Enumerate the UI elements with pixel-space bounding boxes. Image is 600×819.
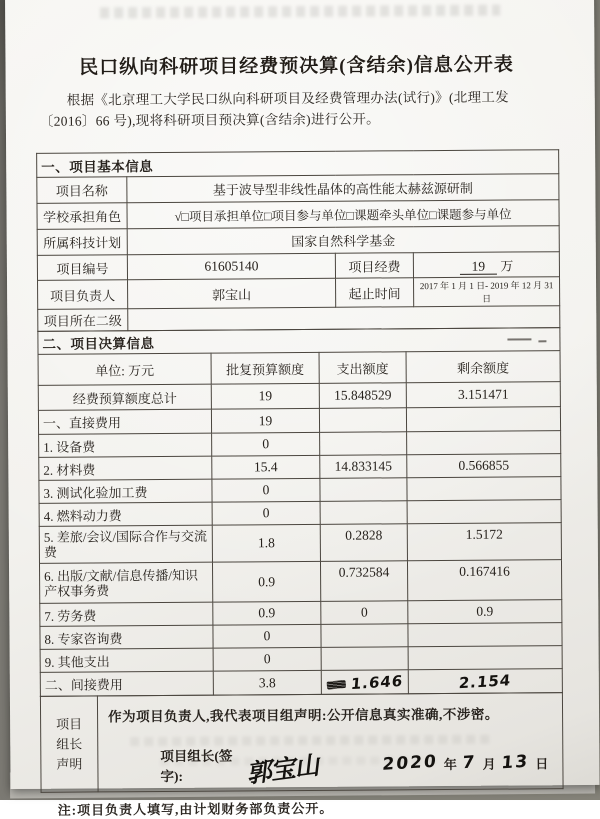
row-label: 2. 材料费 bbox=[39, 456, 212, 480]
remaining-value: 0.9 bbox=[408, 600, 562, 624]
science-plan-label: 所属科技计划 bbox=[37, 229, 127, 256]
approved-value: 19 bbox=[211, 408, 319, 433]
row-label: 二、间接费用 bbox=[40, 671, 213, 696]
sign-date bbox=[382, 752, 554, 773]
spent-value: 15.848529 bbox=[319, 383, 406, 409]
row-label: 3. 测试化验加工费 bbox=[39, 479, 212, 503]
row-label: 6. 出版/文献/信息传播/知识产权事务费 bbox=[39, 562, 212, 603]
project-name-label: 项目名称 bbox=[37, 177, 127, 204]
project-fund-value bbox=[413, 252, 559, 278]
row-label: 7. 劳务费 bbox=[40, 602, 213, 626]
spent-value: 14.833145 bbox=[320, 455, 407, 479]
project-code-value: 61605140 bbox=[127, 253, 335, 279]
spent-value-handwritten: 1.646 bbox=[321, 670, 408, 695]
sign-day: 13 bbox=[500, 751, 531, 774]
crossed-out-mark bbox=[326, 679, 346, 689]
period-value: 2017 年 1 月 1 日- 2019 年 12 月 31 日 bbox=[414, 277, 560, 307]
approved-value: 15.4 bbox=[212, 455, 320, 479]
remaining-value bbox=[406, 407, 560, 432]
approved-value: 1.8 bbox=[212, 524, 320, 562]
approved-value: 0 bbox=[212, 432, 320, 456]
remaining-value: 0.566855 bbox=[407, 454, 561, 478]
fund-amount: 19 bbox=[459, 258, 497, 274]
school-role-label: 学校承担角色 bbox=[37, 203, 127, 230]
approved-value: 3.8 bbox=[213, 670, 321, 695]
budget-header-row bbox=[38, 351, 560, 386]
declaration-statement: 作为项目负责人,我代表项目组声明:公开信息真实准确,不涉密。 bbox=[108, 706, 499, 725]
footnote: 注:项目负责人填写,由计划财务部负责公开。 bbox=[57, 800, 334, 818]
project-dept-label: 项目所在二级 bbox=[38, 309, 128, 332]
project-code-row bbox=[37, 252, 559, 281]
column-header-remaining: 剩余额度 bbox=[406, 351, 560, 383]
page-title: 民口纵向科研项目经费预决算(含结余)信息公开表 bbox=[79, 54, 514, 79]
budget-table bbox=[37, 327, 563, 697]
declaration-table bbox=[40, 692, 564, 793]
remaining-value: 1.5172 bbox=[407, 523, 561, 561]
spent-value bbox=[320, 478, 407, 502]
section-2-title: 二、项目决算信息 bbox=[38, 328, 560, 355]
project-leader-label: 项目负责人 bbox=[38, 280, 128, 310]
remaining-value bbox=[407, 431, 561, 455]
budget-row-travel bbox=[39, 523, 561, 564]
spent-value bbox=[320, 432, 407, 456]
column-header-spent: 支出额度 bbox=[319, 352, 406, 384]
year-unit: 年 bbox=[443, 756, 457, 772]
row-label: 一、直接费用 bbox=[38, 409, 211, 434]
school-role-row bbox=[37, 200, 559, 230]
spent-value: 0 bbox=[321, 601, 408, 625]
spent-value bbox=[321, 647, 408, 671]
row-label: 1. 设备费 bbox=[39, 433, 212, 457]
sign-month: 7 bbox=[462, 752, 478, 774]
column-header-unit: 单位: 万元 bbox=[38, 353, 211, 385]
sign-label: 项目组长(签字): bbox=[160, 748, 233, 784]
row-label: 经费预算额度总计 bbox=[38, 384, 211, 410]
spent-value bbox=[321, 624, 408, 648]
budget-row-publication bbox=[39, 560, 561, 604]
signature: 郭宝山 bbox=[247, 749, 322, 789]
science-plan-row bbox=[37, 226, 559, 256]
project-leader-value: 郭宝山 bbox=[128, 278, 336, 308]
sign-year: 2020 bbox=[381, 751, 439, 775]
spent-value: 0.2828 bbox=[320, 524, 407, 562]
budget-row-total bbox=[38, 382, 560, 411]
remaining-value bbox=[408, 646, 562, 670]
remaining-value bbox=[408, 623, 562, 647]
project-code-label: 项目编号 bbox=[37, 255, 127, 281]
project-name-value: 基于波导型非线性晶体的高性能太赫兹源研制 bbox=[127, 174, 559, 203]
remaining-value: 3.151471 bbox=[406, 382, 560, 408]
row-label: 8. 专家咨询费 bbox=[40, 625, 213, 649]
spent-value bbox=[319, 408, 406, 433]
approved-value: 0.9 bbox=[213, 601, 321, 625]
section-1-title: 一、项目基本信息 bbox=[37, 150, 559, 178]
remaining-value bbox=[407, 500, 561, 524]
spent-value: 0.732584 bbox=[320, 561, 407, 602]
signature-row bbox=[160, 742, 554, 789]
fund-unit: 万 bbox=[500, 258, 514, 274]
project-leader-row bbox=[38, 277, 560, 310]
approved-value: 0 bbox=[212, 501, 320, 525]
budget-row-direct bbox=[38, 407, 560, 435]
declaration-content bbox=[97, 693, 563, 792]
declaration-row bbox=[40, 693, 563, 793]
spent-value bbox=[320, 501, 407, 525]
remaining-value bbox=[407, 477, 561, 501]
section-1-header-row bbox=[37, 150, 559, 178]
project-name-row bbox=[37, 174, 559, 204]
science-plan-value: 国家自然科学基金 bbox=[127, 226, 559, 255]
school-role-checkboxes: √□项目承担单位□项目参与单位□课题牵头单位□课题参与单位 bbox=[127, 200, 559, 229]
period-label: 起止时间 bbox=[336, 278, 414, 308]
approved-value: 19 bbox=[211, 383, 319, 409]
declaration-label: 项目 组长 声明 bbox=[40, 696, 98, 792]
scanned-form-page bbox=[5, 0, 600, 818]
approved-value: 0.9 bbox=[212, 561, 320, 602]
column-header-approved: 批复预算额度 bbox=[211, 352, 319, 384]
basic-info-table bbox=[36, 149, 560, 332]
form-content bbox=[5, 0, 600, 819]
approved-value: 0 bbox=[213, 647, 321, 671]
intro-paragraph: 根据《北京理工大学民口纵向科研项目及经费管理办法(试行)》(北理工发〔2016〕66 号),现将科研项目预决算(含结余)进行公开。 bbox=[39, 89, 509, 129]
day-unit: 日 bbox=[535, 755, 549, 771]
row-label: 5. 差旅/会议/国际合作与交流费 bbox=[39, 525, 212, 563]
row-label: 4. 燃料动力费 bbox=[39, 502, 212, 526]
approved-value: 0 bbox=[212, 478, 320, 502]
approved-value: 0 bbox=[213, 624, 321, 648]
remaining-value-handwritten: 2.154 bbox=[408, 669, 562, 694]
month-unit: 月 bbox=[482, 756, 496, 772]
row-label: 9. 其他支出 bbox=[40, 648, 213, 672]
project-fund-label: 项目经费 bbox=[335, 253, 413, 279]
remaining-value: 0.167416 bbox=[407, 560, 561, 601]
